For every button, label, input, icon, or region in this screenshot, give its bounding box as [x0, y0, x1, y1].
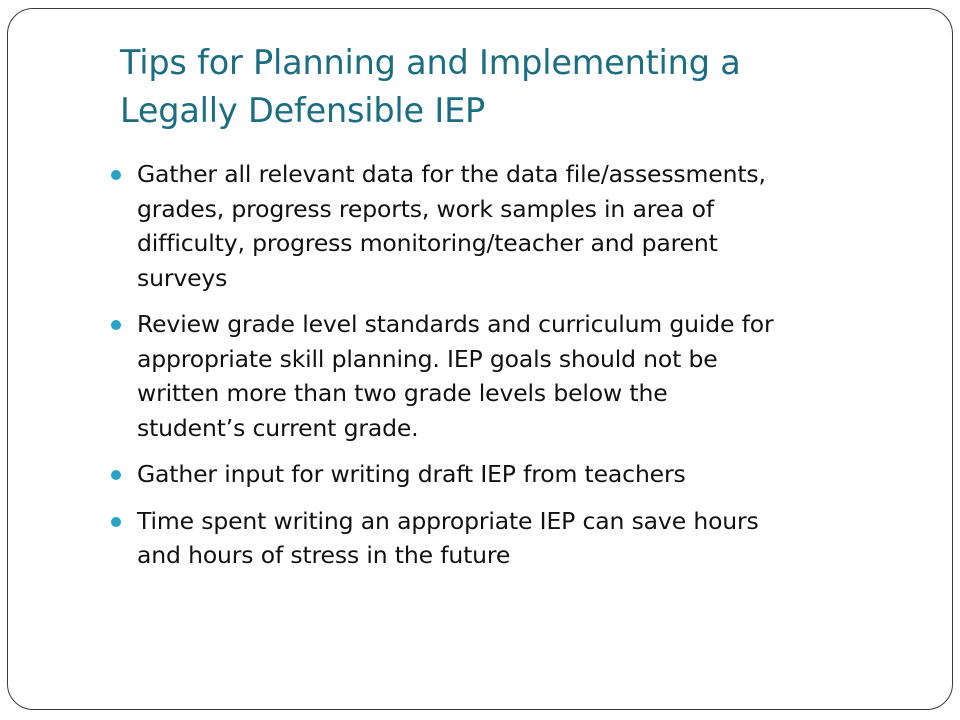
bullet-text	[137, 457, 960, 492]
bullet-text	[137, 307, 960, 445]
bullet-line: Time spent writing an appropriate IEP can save hours	[137, 506, 759, 535]
bullet-line: Gather input for writing draft IEP from teachers	[137, 460, 686, 488]
bullet-dot-icon	[111, 320, 121, 330]
bullet-item	[0, 157, 960, 295]
slide-title-line: Legally Defensible IEP	[120, 91, 486, 130]
bullet-item	[0, 457, 960, 492]
bullet-line: Gather all relevant data for the data file/assessments,	[137, 160, 766, 188]
bullet-dot-icon	[111, 517, 121, 527]
bullet-item	[0, 504, 960, 573]
bullet-line: grades, progress reports, work samples in area of	[137, 194, 714, 223]
bullet-line: surveys	[137, 263, 228, 292]
bullet-line: appropriate skill planning. IEP goals should not be	[137, 344, 718, 373]
bullet-line: student’s current grade.	[137, 413, 419, 442]
slide-title	[120, 39, 920, 135]
bullet-dot-icon	[111, 470, 121, 480]
bullet-list	[0, 157, 960, 585]
slide-title-line: Tips for Planning and Implementing a	[120, 43, 741, 82]
bullet-text	[137, 504, 960, 573]
bullet-dot-icon	[111, 170, 121, 180]
bullet-line: written more than two grade levels below the	[137, 379, 668, 407]
bullet-line: and hours of stress in the future	[137, 541, 511, 569]
bullet-line: Review grade level standards and curriculum guide for	[137, 310, 774, 338]
bullet-item	[0, 307, 960, 445]
bullet-line: difficulty, progress monitoring/teacher and parent	[137, 229, 718, 257]
bullet-text	[137, 157, 960, 295]
